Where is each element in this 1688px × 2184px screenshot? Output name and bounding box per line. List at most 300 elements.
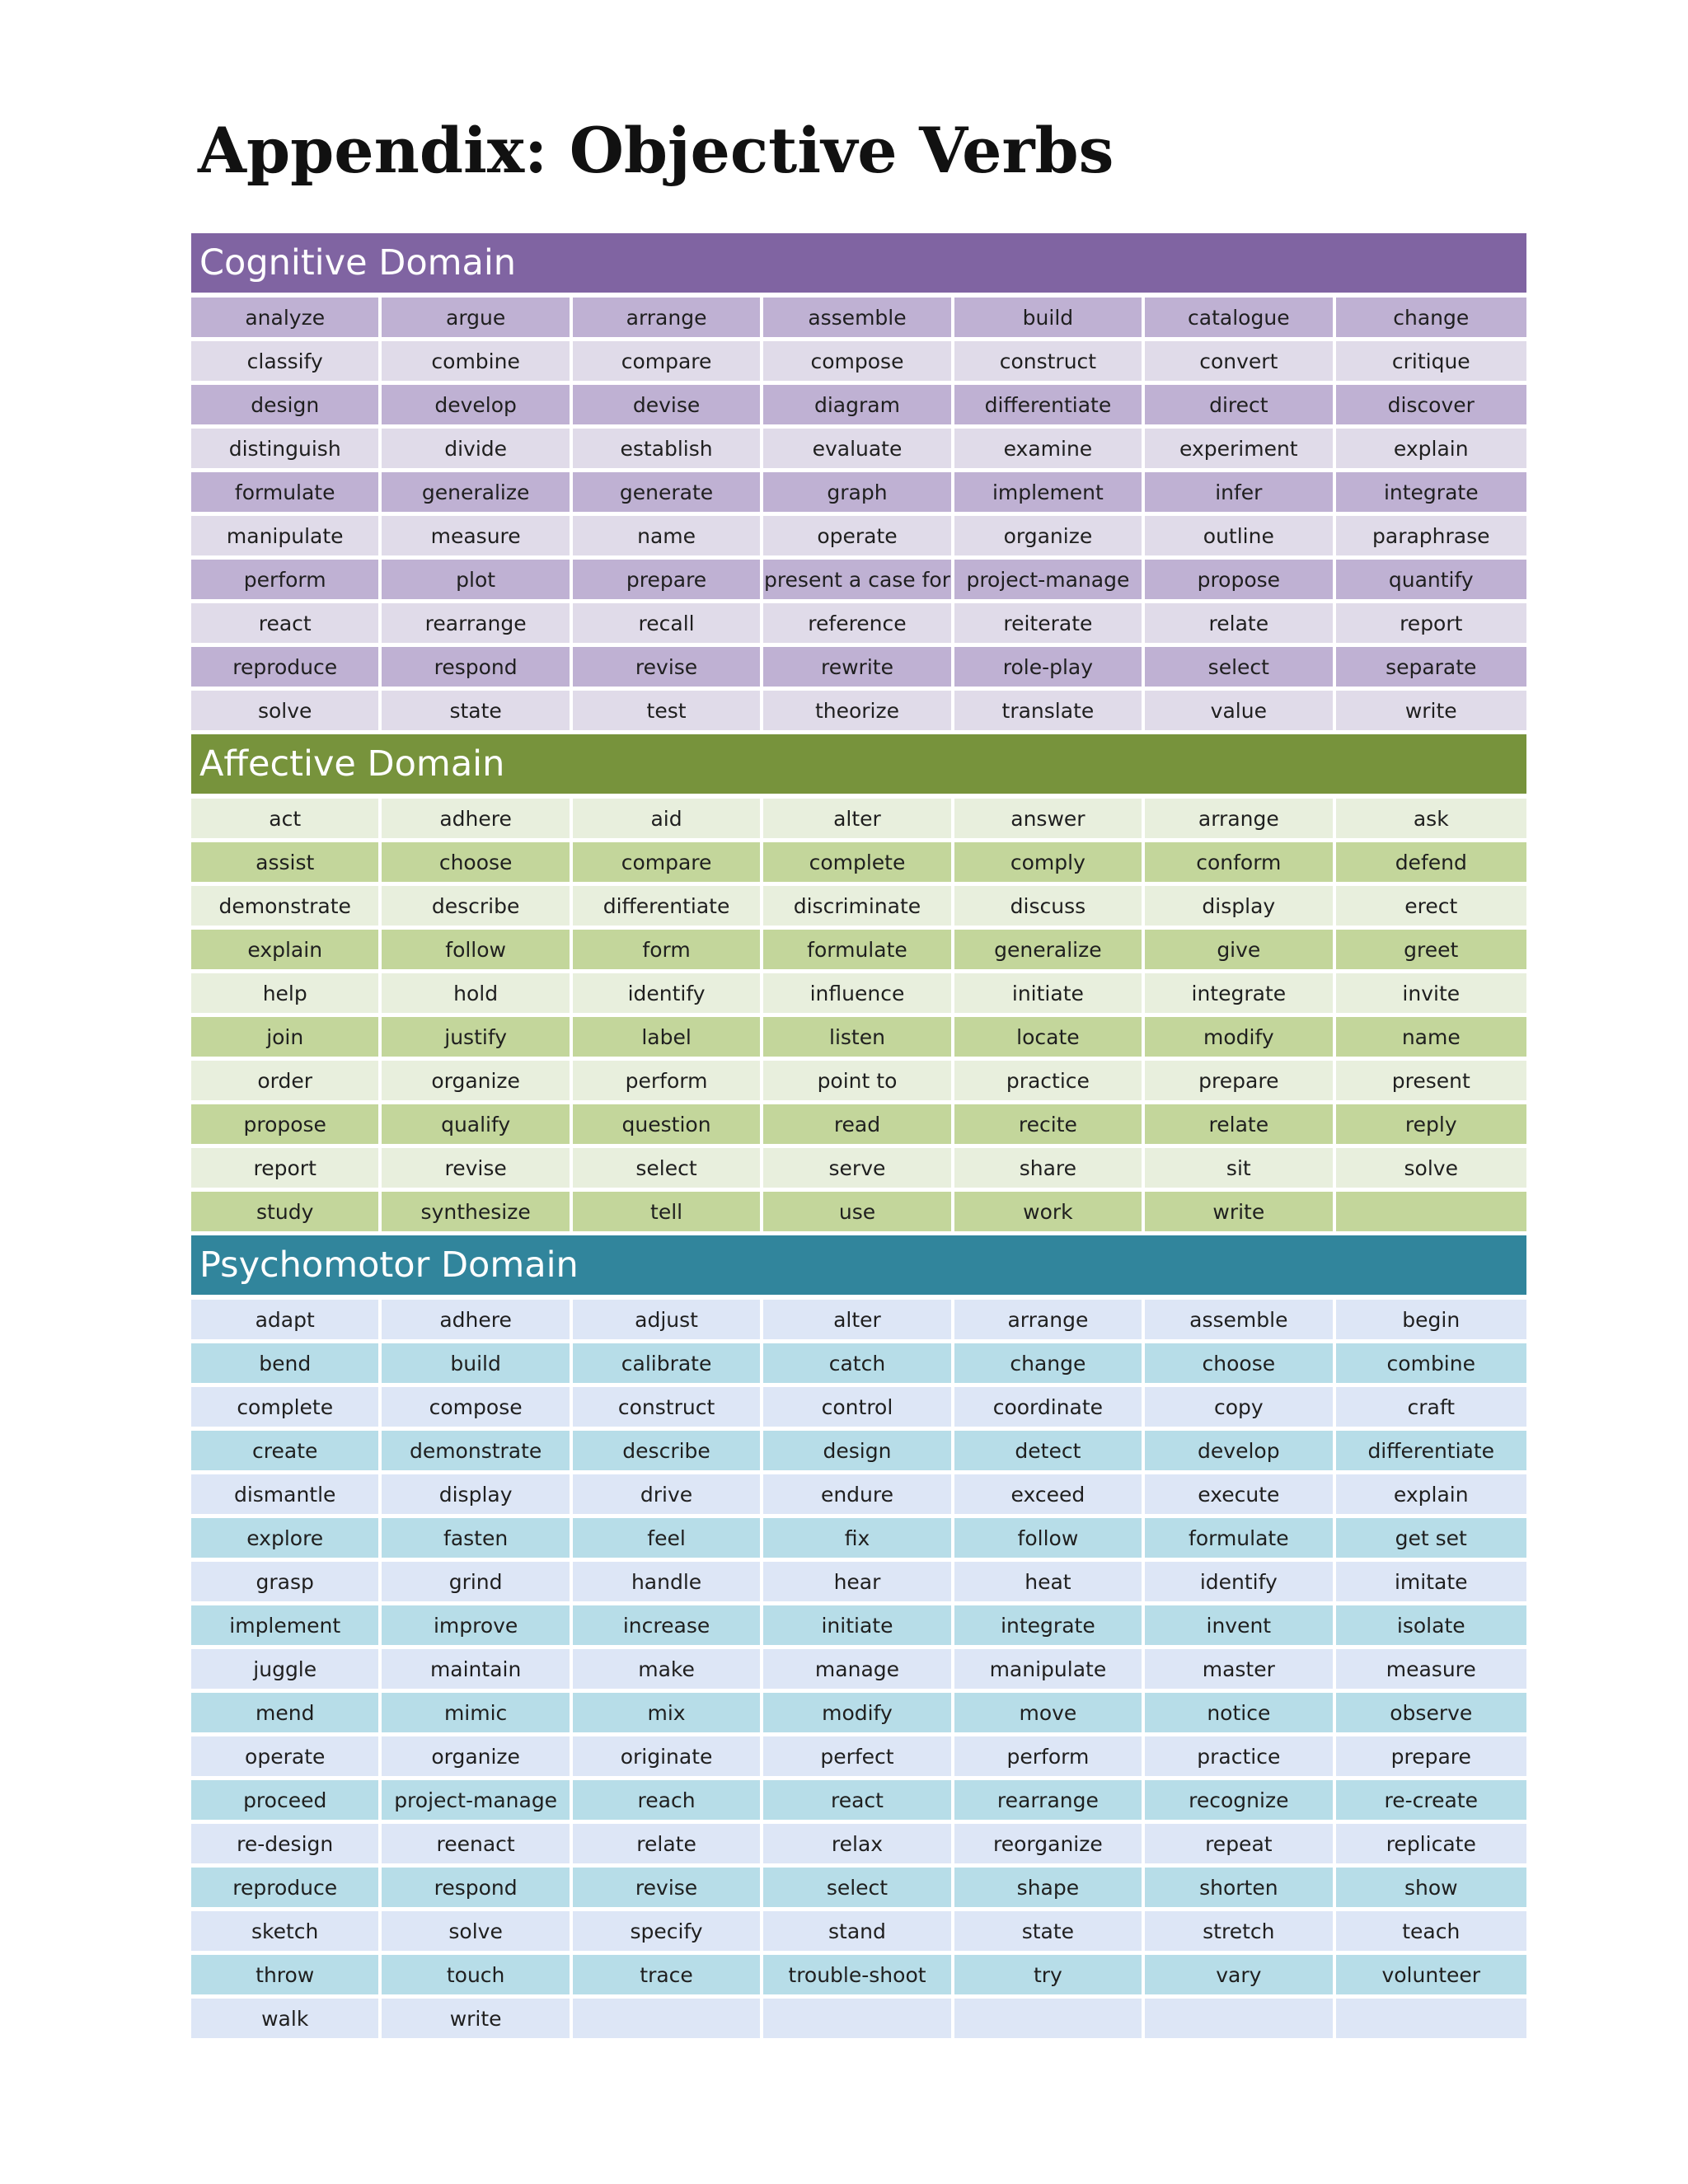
- verb-cell: construct: [573, 1387, 763, 1431]
- verb-cell: begin: [1336, 1295, 1526, 1343]
- verb-cell: recite: [954, 1104, 1145, 1148]
- verb-cell: prepare: [1145, 1061, 1335, 1104]
- verb-cell: reproduce: [191, 1868, 382, 1911]
- verb-cell: trace: [573, 1955, 763, 1999]
- verb-cell: prepare: [573, 560, 763, 603]
- verb-cell: manipulate: [191, 516, 382, 560]
- verb-cell: identify: [573, 973, 763, 1017]
- verb-cell: relax: [763, 1824, 954, 1868]
- verb-cell: formulate: [191, 472, 382, 516]
- table-row: [191, 1474, 1526, 1518]
- table-row: [191, 1017, 1526, 1061]
- verb-cell: initiate: [954, 973, 1145, 1017]
- verb-cell: formulate: [1145, 1518, 1335, 1562]
- verb-cell: use: [763, 1192, 954, 1235]
- verb-cell: change: [1336, 293, 1526, 341]
- verb-cell: react: [763, 1780, 954, 1824]
- table-row: [191, 973, 1526, 1017]
- table-row: [191, 794, 1526, 842]
- verb-cell: discriminate: [763, 886, 954, 930]
- verb-cell: complete: [191, 1387, 382, 1431]
- verb-cell: relate: [1145, 603, 1335, 647]
- verb-cell: argue: [382, 293, 572, 341]
- table-row: [191, 385, 1526, 429]
- verb-cell: [763, 1999, 954, 2042]
- verb-cell: assemble: [763, 293, 954, 341]
- verb-cell: state: [382, 691, 572, 734]
- table-row: [191, 1518, 1526, 1562]
- verb-cell: combine: [382, 341, 572, 385]
- verb-cell: [1336, 1192, 1526, 1235]
- verb-cell: proceed: [191, 1780, 382, 1824]
- verb-cell: teach: [1336, 1911, 1526, 1955]
- verb-cell: compose: [763, 341, 954, 385]
- verb-cell: project-manage: [954, 560, 1145, 603]
- verb-cell: practice: [1145, 1736, 1335, 1780]
- verb-cell: grasp: [191, 1562, 382, 1605]
- verb-cell: [954, 1999, 1145, 2042]
- table-row: [191, 1824, 1526, 1868]
- verb-cell: identify: [1145, 1562, 1335, 1605]
- verb-cell: recall: [573, 603, 763, 647]
- verb-cell: show: [1336, 1868, 1526, 1911]
- verb-cell: fasten: [382, 1518, 572, 1562]
- verb-cell: comply: [954, 842, 1145, 886]
- verb-cell: formulate: [763, 930, 954, 973]
- verb-cell: master: [1145, 1649, 1335, 1693]
- verb-cell: trouble-shoot: [763, 1955, 954, 1999]
- verb-cell: organize: [954, 516, 1145, 560]
- verb-cell: arrange: [1145, 794, 1335, 842]
- psychomotor-domain-header: Psychomotor Domain: [191, 1235, 1526, 1295]
- verb-cell: modify: [763, 1693, 954, 1736]
- verb-cell: control: [763, 1387, 954, 1431]
- verb-cell: explain: [1336, 1474, 1526, 1518]
- verb-cell: relate: [573, 1824, 763, 1868]
- verb-cell: try: [954, 1955, 1145, 1999]
- verb-cell: listen: [763, 1017, 954, 1061]
- verb-cell: present: [1336, 1061, 1526, 1104]
- verb-cell: act: [191, 794, 382, 842]
- verb-cell: justify: [382, 1017, 572, 1061]
- verb-cell: solve: [382, 1911, 572, 1955]
- verb-cell: describe: [573, 1431, 763, 1474]
- verb-cell: combine: [1336, 1343, 1526, 1387]
- affective-domain-header: Affective Domain: [191, 734, 1526, 794]
- verb-cell: present a case for: [763, 560, 954, 603]
- table-row: [191, 1999, 1526, 2042]
- verb-cell: change: [954, 1343, 1145, 1387]
- verb-cell: select: [763, 1868, 954, 1911]
- table-row: [191, 1343, 1526, 1387]
- affective-verbs-table: [191, 794, 1526, 1235]
- verb-cell: compare: [573, 842, 763, 886]
- verb-cell: initiate: [763, 1605, 954, 1649]
- verb-cell: notice: [1145, 1693, 1335, 1736]
- verb-cell: read: [763, 1104, 954, 1148]
- verb-cell: manipulate: [954, 1649, 1145, 1693]
- verb-cell: stand: [763, 1911, 954, 1955]
- page-title: Appendix: Objective Verbs: [198, 114, 1114, 187]
- verb-cell: infer: [1145, 472, 1335, 516]
- verb-cell: name: [573, 516, 763, 560]
- verb-cell: propose: [1145, 560, 1335, 603]
- verb-cell: point to: [763, 1061, 954, 1104]
- verb-cell: assemble: [1145, 1295, 1335, 1343]
- verb-cell: shorten: [1145, 1868, 1335, 1911]
- verb-cell: experiment: [1145, 429, 1335, 472]
- verb-cell: perform: [191, 560, 382, 603]
- table-row: [191, 1780, 1526, 1824]
- verb-cell: demonstrate: [382, 1431, 572, 1474]
- verb-cell: rearrange: [954, 1780, 1145, 1824]
- verb-cell: perform: [573, 1061, 763, 1104]
- verb-cell: coordinate: [954, 1387, 1145, 1431]
- verb-cell: establish: [573, 429, 763, 472]
- verb-cell: graph: [763, 472, 954, 516]
- verb-cell: complete: [763, 842, 954, 886]
- verb-cell: direct: [1145, 385, 1335, 429]
- verb-cell: separate: [1336, 647, 1526, 691]
- verb-cell: generalize: [382, 472, 572, 516]
- verb-cell: revise: [382, 1148, 572, 1192]
- verb-cell: prepare: [1336, 1736, 1526, 1780]
- verb-cell: theorize: [763, 691, 954, 734]
- table-row: [191, 1192, 1526, 1235]
- verb-cell: manage: [763, 1649, 954, 1693]
- table-row: [191, 1868, 1526, 1911]
- verb-cell: make: [573, 1649, 763, 1693]
- table-row: [191, 1104, 1526, 1148]
- verb-cell: replicate: [1336, 1824, 1526, 1868]
- verb-cell: integrate: [954, 1605, 1145, 1649]
- verb-cell: reach: [573, 1780, 763, 1824]
- verb-cell: serve: [763, 1148, 954, 1192]
- table-row: [191, 603, 1526, 647]
- verb-cell: compare: [573, 341, 763, 385]
- verb-cell: paraphrase: [1336, 516, 1526, 560]
- table-row: [191, 1431, 1526, 1474]
- verb-cell: generate: [573, 472, 763, 516]
- verb-cell: order: [191, 1061, 382, 1104]
- cognitive-domain-header: Cognitive Domain: [191, 233, 1526, 293]
- verb-cell: maintain: [382, 1649, 572, 1693]
- verb-cell: re-design: [191, 1824, 382, 1868]
- verb-cell: display: [1145, 886, 1335, 930]
- verb-cell: rearrange: [382, 603, 572, 647]
- verb-cell: adapt: [191, 1295, 382, 1343]
- verb-cell: choose: [382, 842, 572, 886]
- verb-cell: convert: [1145, 341, 1335, 385]
- verb-cell: ask: [1336, 794, 1526, 842]
- verb-cell: adhere: [382, 794, 572, 842]
- verb-cell: integrate: [1145, 973, 1335, 1017]
- verb-cell: classify: [191, 341, 382, 385]
- verb-cell: value: [1145, 691, 1335, 734]
- verb-cell: organize: [382, 1736, 572, 1780]
- verb-cell: execute: [1145, 1474, 1335, 1518]
- verb-cell: quantify: [1336, 560, 1526, 603]
- verb-cell: repeat: [1145, 1824, 1335, 1868]
- verb-cell: copy: [1145, 1387, 1335, 1431]
- verb-cell: revise: [573, 647, 763, 691]
- verb-cell: create: [191, 1431, 382, 1474]
- verb-cell: heat: [954, 1562, 1145, 1605]
- verb-cell: implement: [954, 472, 1145, 516]
- verb-cell: [1336, 1999, 1526, 2042]
- verb-cell: project-manage: [382, 1780, 572, 1824]
- verb-cell: adjust: [573, 1295, 763, 1343]
- verb-cell: vary: [1145, 1955, 1335, 1999]
- verb-cell: plot: [382, 560, 572, 603]
- verb-cell: touch: [382, 1955, 572, 1999]
- verb-cell: catch: [763, 1343, 954, 1387]
- verb-cell: specify: [573, 1911, 763, 1955]
- verb-cell: describe: [382, 886, 572, 930]
- verb-cell: greet: [1336, 930, 1526, 973]
- verb-cell: arrange: [573, 293, 763, 341]
- verb-cell: solve: [191, 691, 382, 734]
- table-row: [191, 647, 1526, 691]
- verb-cell: reply: [1336, 1104, 1526, 1148]
- verb-cell: aid: [573, 794, 763, 842]
- verb-cell: propose: [191, 1104, 382, 1148]
- table-row: [191, 1295, 1526, 1343]
- verb-cell: walk: [191, 1999, 382, 2042]
- table-row: [191, 1649, 1526, 1693]
- verb-cell: work: [954, 1192, 1145, 1235]
- table-row: [191, 930, 1526, 973]
- verb-cell: compose: [382, 1387, 572, 1431]
- table-row: [191, 691, 1526, 734]
- verb-cell: choose: [1145, 1343, 1335, 1387]
- verb-cell: respond: [382, 1868, 572, 1911]
- table-row: [191, 1736, 1526, 1780]
- verb-cell: catalogue: [1145, 293, 1335, 341]
- verb-cell: role-play: [954, 647, 1145, 691]
- verb-cell: arrange: [954, 1295, 1145, 1343]
- verb-cell: construct: [954, 341, 1145, 385]
- verb-cell: develop: [382, 385, 572, 429]
- verb-cell: hear: [763, 1562, 954, 1605]
- table-row: [191, 886, 1526, 930]
- verb-cell: mimic: [382, 1693, 572, 1736]
- verb-cell: discuss: [954, 886, 1145, 930]
- verb-cell: measure: [1336, 1649, 1526, 1693]
- verb-cell: recognize: [1145, 1780, 1335, 1824]
- verb-cell: erect: [1336, 886, 1526, 930]
- verb-cell: mend: [191, 1693, 382, 1736]
- verb-cell: reproduce: [191, 647, 382, 691]
- verb-cell: revise: [573, 1868, 763, 1911]
- verb-cell: question: [573, 1104, 763, 1148]
- verb-cell: design: [763, 1431, 954, 1474]
- verb-cell: grind: [382, 1562, 572, 1605]
- verb-cell: diagram: [763, 385, 954, 429]
- table-row: [191, 560, 1526, 603]
- verb-cell: translate: [954, 691, 1145, 734]
- verb-cell: operate: [191, 1736, 382, 1780]
- table-row: [191, 842, 1526, 886]
- verb-cell: rewrite: [763, 647, 954, 691]
- verb-cell: alter: [763, 1295, 954, 1343]
- verb-cell: measure: [382, 516, 572, 560]
- verb-cell: develop: [1145, 1431, 1335, 1474]
- verbs-container: [191, 233, 1526, 2042]
- verb-cell: explain: [1336, 429, 1526, 472]
- table-row: [191, 1387, 1526, 1431]
- verb-cell: volunteer: [1336, 1955, 1526, 1999]
- table-row: [191, 1955, 1526, 1999]
- verb-cell: perfect: [763, 1736, 954, 1780]
- verb-cell: organize: [382, 1061, 572, 1104]
- verb-cell: outline: [1145, 516, 1335, 560]
- verb-cell: imitate: [1336, 1562, 1526, 1605]
- table-row: [191, 341, 1526, 385]
- verb-cell: reorganize: [954, 1824, 1145, 1868]
- verb-cell: isolate: [1336, 1605, 1526, 1649]
- verb-cell: perform: [954, 1736, 1145, 1780]
- verb-cell: differentiate: [954, 385, 1145, 429]
- psychomotor-verbs-table: [191, 1295, 1526, 2042]
- verb-cell: share: [954, 1148, 1145, 1192]
- verb-cell: follow: [382, 930, 572, 973]
- verb-cell: relate: [1145, 1104, 1335, 1148]
- verb-cell: improve: [382, 1605, 572, 1649]
- verb-cell: locate: [954, 1017, 1145, 1061]
- verb-cell: form: [573, 930, 763, 973]
- table-row: [191, 293, 1526, 341]
- verb-cell: assist: [191, 842, 382, 886]
- verb-cell: modify: [1145, 1017, 1335, 1061]
- verb-cell: synthesize: [382, 1192, 572, 1235]
- table-row: [191, 1562, 1526, 1605]
- table-row: [191, 1061, 1526, 1104]
- table-row: [191, 1693, 1526, 1736]
- verb-cell: divide: [382, 429, 572, 472]
- verb-cell: dismantle: [191, 1474, 382, 1518]
- verb-cell: devise: [573, 385, 763, 429]
- table-row: [191, 429, 1526, 472]
- verb-cell: explain: [191, 930, 382, 973]
- verb-cell: distinguish: [191, 429, 382, 472]
- table-row: [191, 1605, 1526, 1649]
- verb-cell: select: [1145, 647, 1335, 691]
- verb-cell: stretch: [1145, 1911, 1335, 1955]
- verb-cell: report: [1336, 603, 1526, 647]
- verb-cell: write: [1336, 691, 1526, 734]
- table-row: [191, 516, 1526, 560]
- verb-cell: react: [191, 603, 382, 647]
- verb-cell: invent: [1145, 1605, 1335, 1649]
- verb-cell: operate: [763, 516, 954, 560]
- verb-cell: give: [1145, 930, 1335, 973]
- verb-cell: conform: [1145, 842, 1335, 886]
- verb-cell: reenact: [382, 1824, 572, 1868]
- verb-cell: sketch: [191, 1911, 382, 1955]
- verb-cell: study: [191, 1192, 382, 1235]
- verb-cell: label: [573, 1017, 763, 1061]
- verb-cell: re-create: [1336, 1780, 1526, 1824]
- verb-cell: build: [382, 1343, 572, 1387]
- verb-cell: examine: [954, 429, 1145, 472]
- verb-cell: design: [191, 385, 382, 429]
- table-row: [191, 472, 1526, 516]
- verb-cell: alter: [763, 794, 954, 842]
- verb-cell: hold: [382, 973, 572, 1017]
- verb-cell: join: [191, 1017, 382, 1061]
- verb-cell: originate: [573, 1736, 763, 1780]
- verb-cell: implement: [191, 1605, 382, 1649]
- verb-cell: detect: [954, 1431, 1145, 1474]
- verb-cell: answer: [954, 794, 1145, 842]
- verb-cell: critique: [1336, 341, 1526, 385]
- verb-cell: [573, 1999, 763, 2042]
- verb-cell: calibrate: [573, 1343, 763, 1387]
- verb-cell: report: [191, 1148, 382, 1192]
- verb-cell: increase: [573, 1605, 763, 1649]
- verb-cell: tell: [573, 1192, 763, 1235]
- verb-cell: sit: [1145, 1148, 1335, 1192]
- verb-cell: discover: [1336, 385, 1526, 429]
- verb-cell: shape: [954, 1868, 1145, 1911]
- verb-cell: drive: [573, 1474, 763, 1518]
- verb-cell: follow: [954, 1518, 1145, 1562]
- verb-cell: handle: [573, 1562, 763, 1605]
- verb-cell: generalize: [954, 930, 1145, 973]
- verb-cell: qualify: [382, 1104, 572, 1148]
- verb-cell: write: [382, 1999, 572, 2042]
- verb-cell: analyze: [191, 293, 382, 341]
- verb-cell: observe: [1336, 1693, 1526, 1736]
- verb-cell: evaluate: [763, 429, 954, 472]
- verb-cell: name: [1336, 1017, 1526, 1061]
- verb-cell: bend: [191, 1343, 382, 1387]
- table-row: [191, 1911, 1526, 1955]
- verb-cell: write: [1145, 1192, 1335, 1235]
- verb-cell: mix: [573, 1693, 763, 1736]
- verb-cell: select: [573, 1148, 763, 1192]
- verb-cell: differentiate: [573, 886, 763, 930]
- verb-cell: integrate: [1336, 472, 1526, 516]
- verb-cell: help: [191, 973, 382, 1017]
- verb-cell: invite: [1336, 973, 1526, 1017]
- verb-cell: display: [382, 1474, 572, 1518]
- verb-cell: solve: [1336, 1148, 1526, 1192]
- verb-cell: throw: [191, 1955, 382, 1999]
- verb-cell: defend: [1336, 842, 1526, 886]
- verb-cell: exceed: [954, 1474, 1145, 1518]
- verb-cell: craft: [1336, 1387, 1526, 1431]
- cognitive-verbs-table: [191, 293, 1526, 734]
- verb-cell: juggle: [191, 1649, 382, 1693]
- verb-cell: [1145, 1999, 1335, 2042]
- verb-cell: differentiate: [1336, 1431, 1526, 1474]
- verb-cell: state: [954, 1911, 1145, 1955]
- verb-cell: fix: [763, 1518, 954, 1562]
- verb-cell: build: [954, 293, 1145, 341]
- verb-cell: demonstrate: [191, 886, 382, 930]
- verb-cell: get set: [1336, 1518, 1526, 1562]
- verb-cell: respond: [382, 647, 572, 691]
- verb-cell: explore: [191, 1518, 382, 1562]
- verb-cell: reference: [763, 603, 954, 647]
- table-row: [191, 1148, 1526, 1192]
- verb-cell: influence: [763, 973, 954, 1017]
- verb-cell: move: [954, 1693, 1145, 1736]
- verb-cell: endure: [763, 1474, 954, 1518]
- verb-cell: feel: [573, 1518, 763, 1562]
